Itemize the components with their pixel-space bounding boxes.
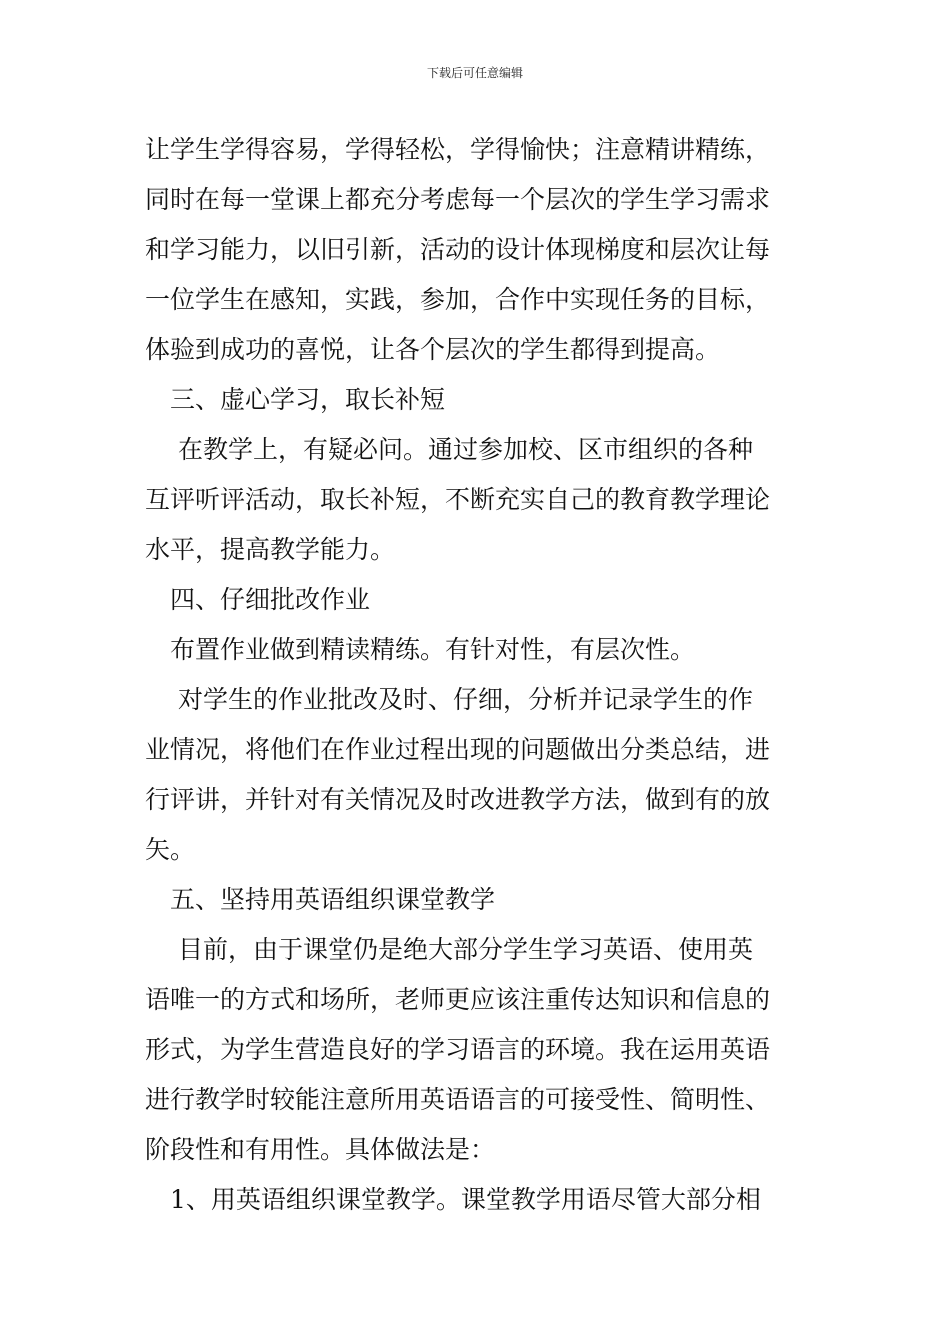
text-line: 布置作业做到精读精练。有针对性，有层次性。 [145,635,696,664]
page-header: 下载后可任意编辑 [426,66,523,80]
text-line: 业情况，将他们在作业过程出现的问题做出分类总结，进 [145,735,771,764]
text-line: 体验到成功的喜悦，让各个层次的学生都得到提高。 [145,335,721,364]
text-line: 阶段性和有用性。具体做法是： [145,1135,496,1164]
text-line: 行评讲，并针对有关情况及时改进教学方法，做到有的放 [145,785,771,814]
text-line: 和学习能力，以旧引新，活动的设计体现梯度和层次让每 [145,235,771,264]
section-heading: 四、仔细批改作业 [145,585,371,614]
text-line: 同时在每一堂课上都充分考虑每一个层次的学生学习需求 [145,185,771,214]
section-heading: 五、坚持用英语组织课堂教学 [145,885,496,914]
text-line: 对学生的作业批改及时、仔细，分析并记录学生的作 [145,685,753,714]
text-line: 互评听评活动，取长补短，不断充实自己的教育教学理论 [145,485,771,514]
text-line: 水平，提高教学能力。 [145,535,396,564]
text-line: 语唯一的方式和场所，老师更应该注重传达知识和信息的 [145,985,771,1014]
text-line: 在教学上，有疑必问。通过参加校、区市组织的各种 [145,435,753,464]
text-line: 1、用英语组织课堂教学。课堂教学用语尽管大部分相 [145,1185,761,1214]
text-line: 矢。 [145,835,196,864]
section-heading: 三、虚心学习，取长补短 [145,385,446,414]
text-line: 目前，由于课堂仍是绝大部分学生学习英语、使用英 [145,935,753,964]
text-line: 形式，为学生营造良好的学习语言的环境。我在运用英语 [145,1035,771,1064]
text-line: 一位学生在感知，实践，参加，合作中实现任务的目标， [145,285,771,314]
text-line: 进行教学时较能注意所用英语语言的可接受性、简明性、 [145,1085,771,1114]
text-line: 让学生学得容易，学得轻松，学得愉快；注意精讲精练， [145,135,771,164]
